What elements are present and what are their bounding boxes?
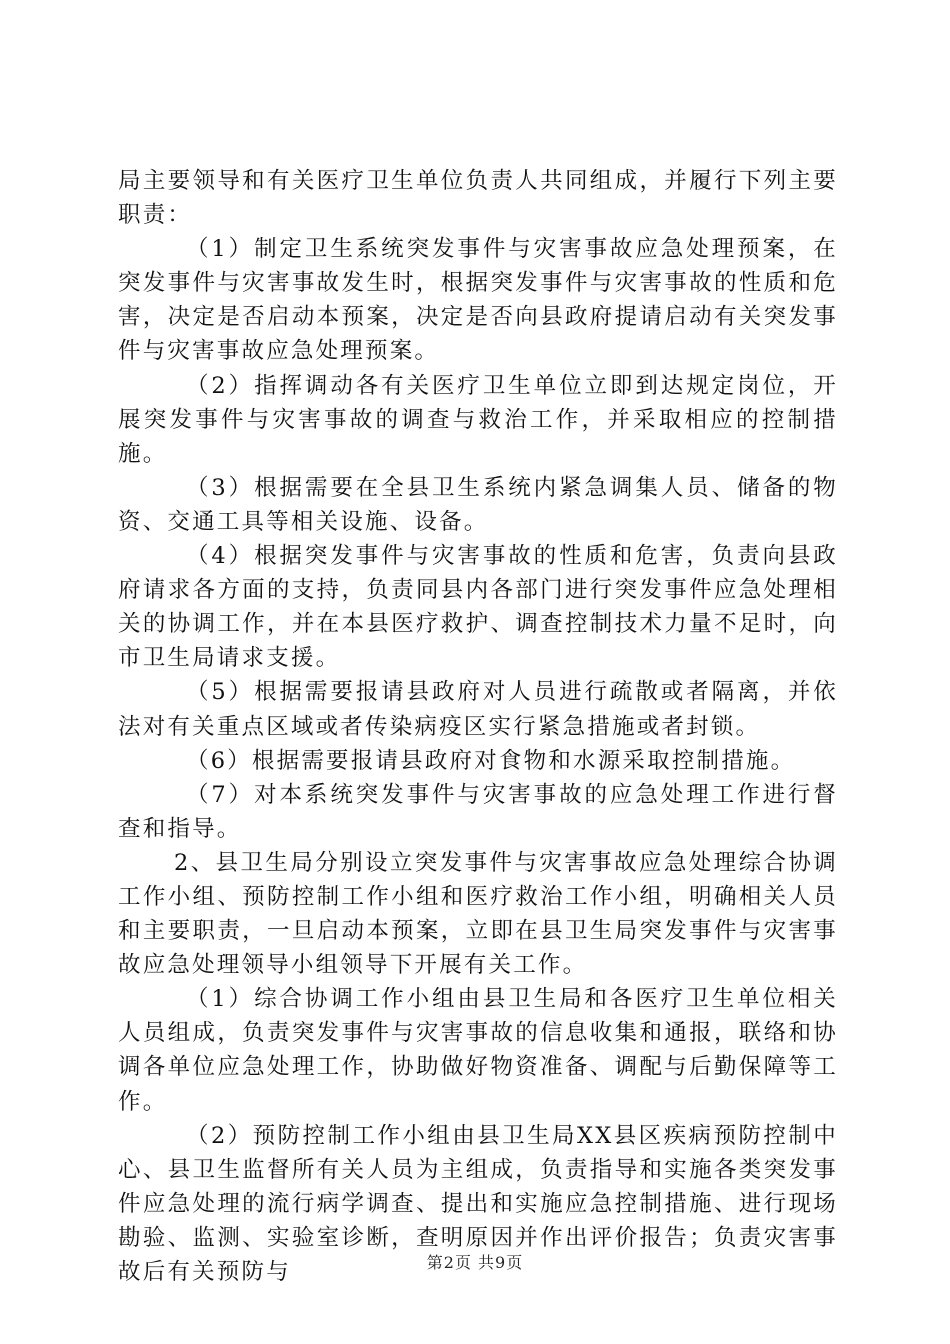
paragraph-duty-2: （2）指挥调动各有关医疗卫生单位立即到达规定岗位，开展突发事件与灾害事故的调查与救治工作，并采取相应的控制措施。 bbox=[118, 372, 838, 467]
paragraph-duty-6: （6）根据需要报请县政府对食物和水源采取控制措施。 bbox=[186, 747, 796, 774]
paragraph-section-2: 2、县卫生局分别设立突发事件与灾害事故应急处理综合协调工作小组、预防控制工作小组和医疗救治工作小组，明确相关人员和主要职责，一旦启动本预案，立即在县卫生局突发事件与灾害事故应急处理领导小组领导下开展有关工作。 bbox=[118, 849, 838, 979]
paragraph-duty-4: （4）根据突发事件与灾害事故的性质和危害，负责向县政府请求各方面的支持，负责同县内各部门进行突发事件应急处理相关的协调工作，并在本县医疗救护、调查控制技术力量不足时，向市卫生局请求支援。 bbox=[118, 543, 838, 672]
document-body bbox=[118, 164, 838, 1289]
paragraph-group-1: （1）综合协调工作小组由县卫生局和各医疗卫生单位相关人员组成，负责突发事件与灾害事故的信息收集和通报，联络和协调各单位应急处理工作，协助做好物资准备、调配与后勤保障等工作。 bbox=[118, 986, 838, 1115]
paragraph-duty-7: （7）对本系统突发事件与灾害事故的应急处理工作进行督查和指导。 bbox=[118, 781, 838, 842]
page-number-footer: 第2页 共9页 bbox=[426, 1253, 524, 1272]
paragraph-intro: 局主要领导和有关医疗卫生单位负责人共同组成，并履行下列主要职责： bbox=[118, 168, 838, 229]
paragraph-duty-5: （5）根据需要报请县政府对人员进行疏散或者隔离，并依法对有关重点区域或者传染病疫区实行紧急措施或者封锁。 bbox=[118, 679, 838, 740]
paragraph-group-2: （2）预防控制工作小组由县卫生局XX县区疾病预防控制中心、县卫生监督所有关人员为主组成，负责指导和实施各类突发事件应急处理的流行病学调查、提出和实施应急控制措施、进行现场勘验、监测、实验室诊断，查明原因并作出评价报告；负责灾害事故后有关预防与 bbox=[118, 1122, 838, 1285]
paragraph-duty-3: （3）根据需要在全县卫生系统内紧急调集人员、储备的物资、交通工具等相关设施、设备。 bbox=[118, 474, 838, 535]
paragraph-duty-1: （1）制定卫生系统突发事件与灾害事故应急处理预案，在突发事件与灾害事故发生时，根据突发事件与灾害事故的性质和危害，决定是否启动本预案，决定是否向县政府提请启动有关突发事件与灾害事故应急处理预案。 bbox=[118, 236, 838, 365]
